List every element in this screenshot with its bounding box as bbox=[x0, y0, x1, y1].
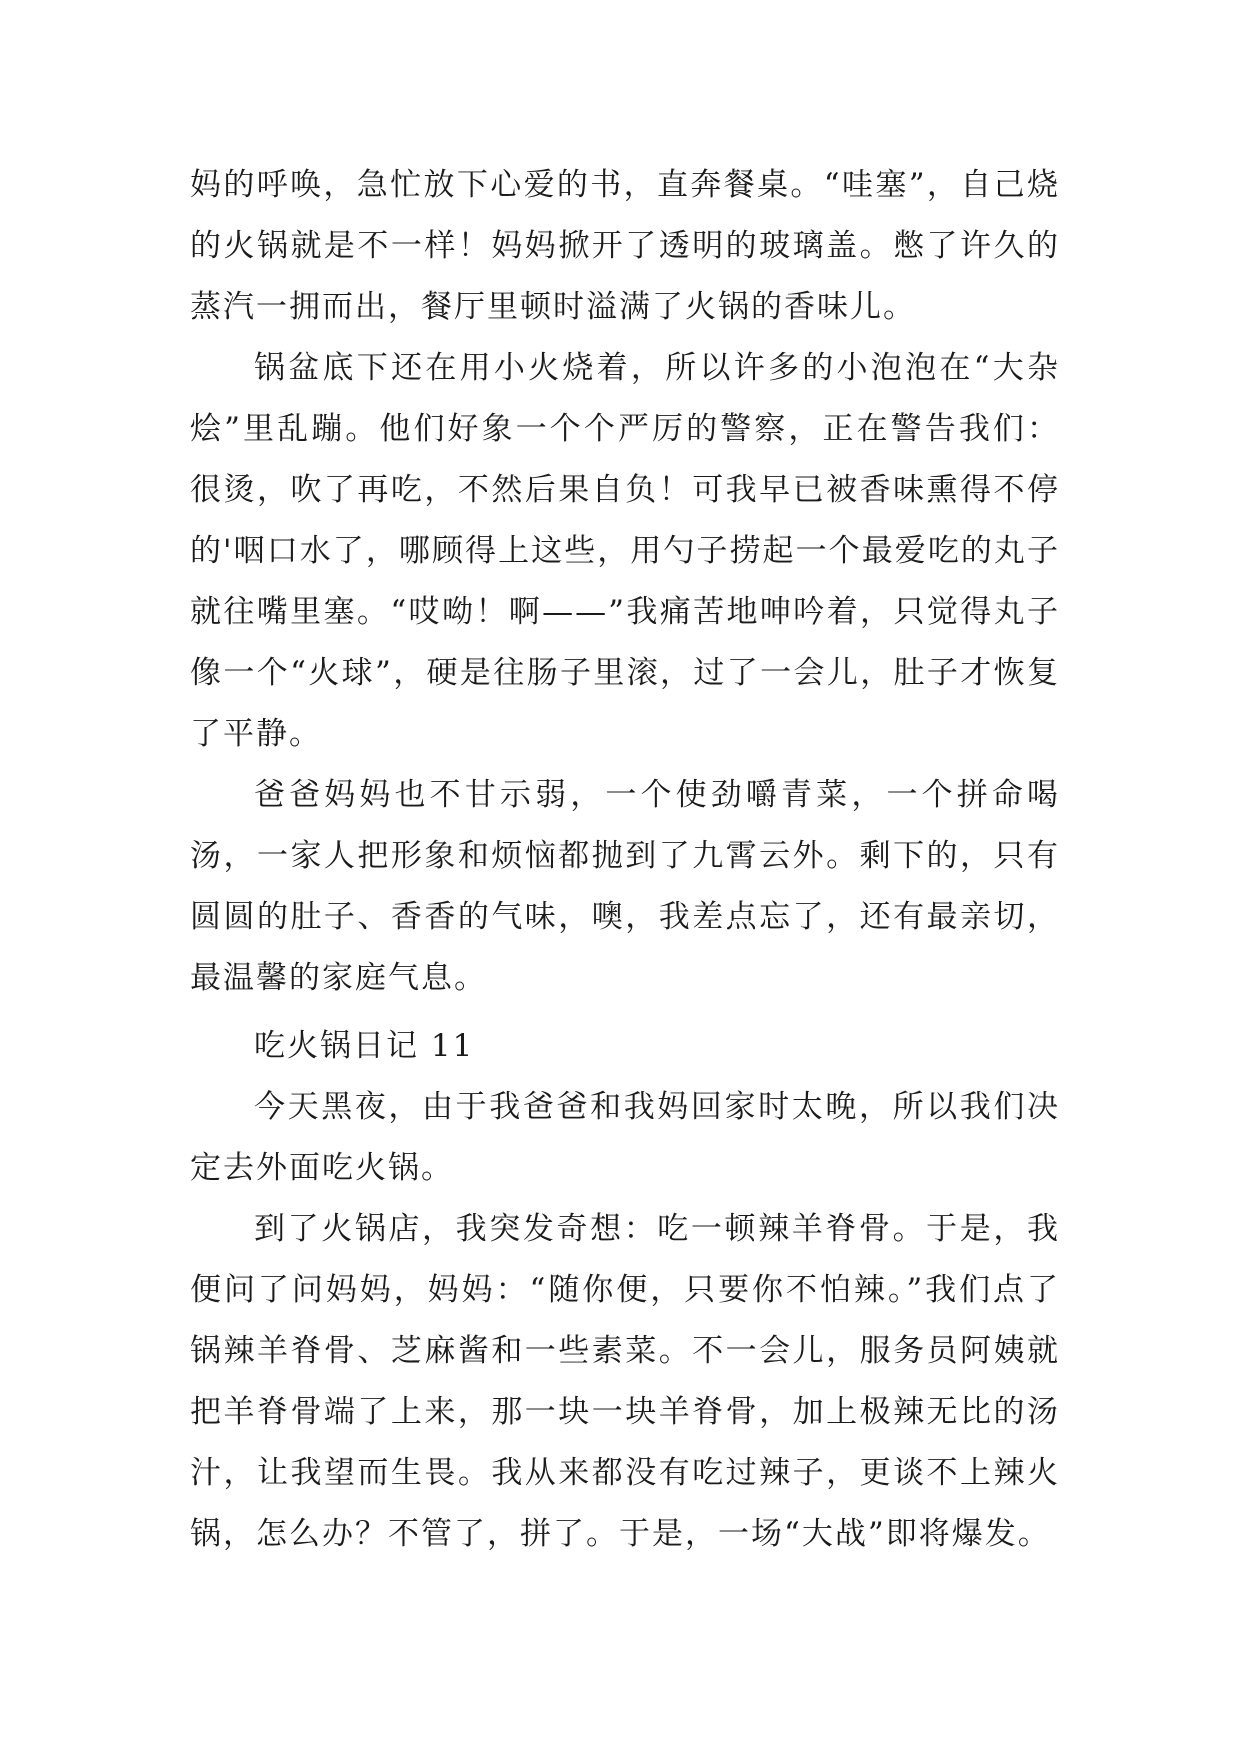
paragraph-family-eating: 爸爸妈妈也不甘示弱，一个使劲嚼青菜，一个拼命喝汤，一家人把形象和烦恼都抛到了九霄云外。剩下的，只有圆圆的肚子、香香的气味，噢，我差点忘了，还有最亲切，最温馨的家庭气息。 bbox=[190, 777, 1060, 996]
paragraph-going-out: 今天黑夜，由于我爸爸和我妈回家时太晚，所以我们决定去外面吃火锅。 bbox=[190, 1089, 1060, 1186]
paragraph-bubbling-pot: 锅盆底下还在用小火烧着，所以许多的小泡泡在“大杂烩”里乱蹦。他们好象一个个严厉的警察，正在警告我们：很烫，吹了再吃，不然后果自负！可我早已被香味熏得不停的'咽口水了，哪顾得上这些，用勺子捞起一个最爱吃的丸子就往嘴里塞。“哎呦！啊——”我痛苦地呻吟着，只觉得丸子像一个“火球”，硬是往肠子里滚，过了一会儿，肚子才恢复了平静。 bbox=[190, 350, 1060, 752]
section-title: 吃火锅日记 11 bbox=[254, 1028, 475, 1064]
paragraph-spicy-lamb: 到了火锅店，我突发奇想：吃一顿辣羊脊骨。于是，我便问了问妈妈，妈妈：“随你便，只要你不怕辣。”我们点了锅辣羊脊骨、芝麻酱和一些素菜。不一会儿，服务员阿姨就把羊脊骨端了上来，那一块一块羊脊骨，加上极辣无比的汤汁，让我望而生畏。我从来都没有吃过辣子，更谈不上辣火锅，怎么办？不管了，拼了。于是，一场“大战”即将爆发。 bbox=[190, 1211, 1060, 1552]
story-section-2 bbox=[190, 1016, 1060, 1565]
paragraph-continued: 妈的呼唤，急忙放下心爱的书，直奔餐桌。“哇塞”，自己烧的火锅就是不一样！妈妈掀开了透明的玻璃盖。憋了许久的蒸汽一拥而出，餐厅里顿时溢满了火锅的香味儿。 bbox=[190, 167, 1060, 325]
story-section-1 bbox=[190, 155, 1060, 1009]
